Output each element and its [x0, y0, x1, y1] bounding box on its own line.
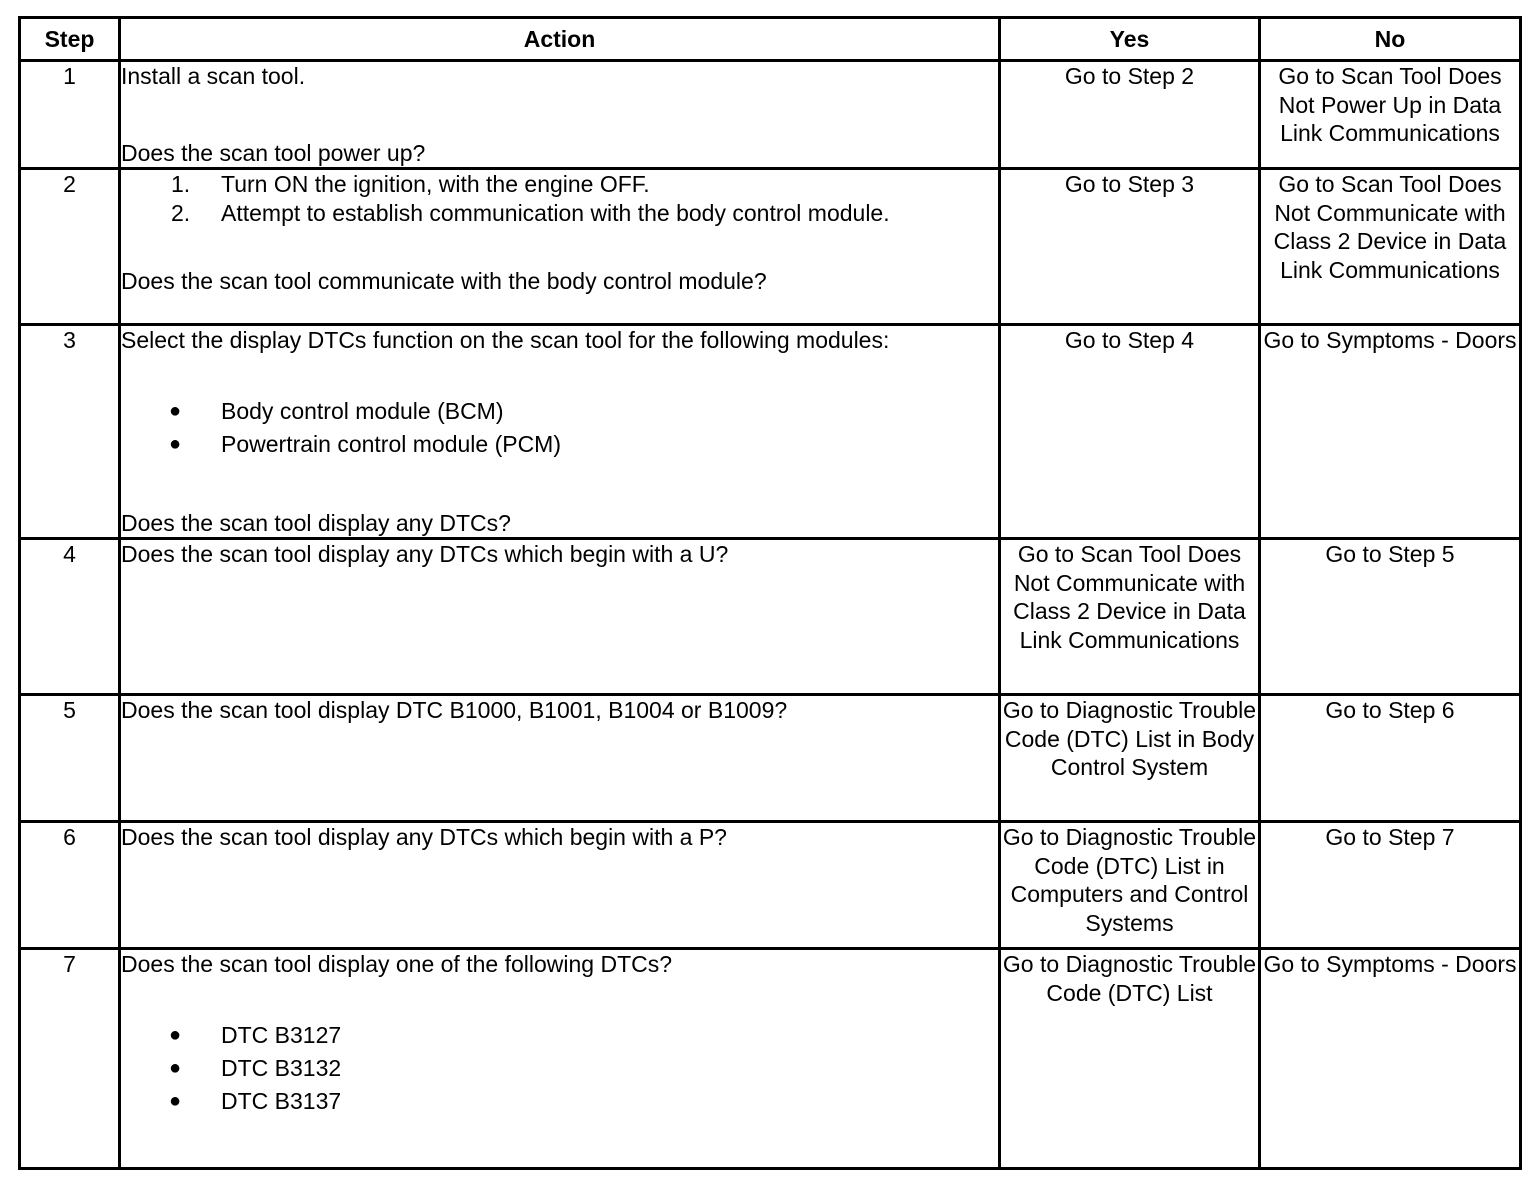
- no-cell: Go to Step 7: [1260, 822, 1521, 949]
- list-item: [121, 199, 998, 228]
- action-cell: [120, 949, 1000, 1169]
- action-question: Does the scan tool display one of the following DTCs?: [121, 951, 673, 977]
- list-item: [121, 170, 998, 199]
- list-item: [121, 1085, 998, 1118]
- step-number: 7: [20, 949, 120, 1169]
- bullet-list: [121, 395, 998, 461]
- action-question: Does the scan tool display any DTCs which begin with a U?: [121, 541, 729, 567]
- list-item: [121, 1052, 998, 1085]
- header-no: No: [1260, 18, 1521, 61]
- action-cell: [120, 61, 1000, 169]
- action-cell: [120, 325, 1000, 539]
- no-cell: Go to Step 6: [1260, 695, 1521, 822]
- header-yes: Yes: [1000, 18, 1260, 61]
- list-item-text: DTC B3127: [221, 1021, 342, 1048]
- bullet-icon: ●: [169, 399, 182, 422]
- step-number: 6: [20, 822, 120, 949]
- diagnostic-table-sheet: [18, 16, 1519, 1169]
- table-row: [20, 169, 1521, 325]
- bullet-icon: ●: [169, 1089, 182, 1112]
- yes-cell: Go to Step 3: [1000, 169, 1260, 325]
- list-item: [121, 428, 998, 461]
- action-question: Does the scan tool display DTC B1000, B1001, B1004 or B1009?: [121, 697, 788, 723]
- table-row: [20, 61, 1521, 169]
- table-row: [20, 822, 1521, 949]
- action-cell: [120, 695, 1000, 822]
- list-item-text: DTC B3132: [221, 1054, 342, 1081]
- header-row: [20, 18, 1521, 61]
- table-row: [20, 539, 1521, 695]
- no-cell: Go to Scan Tool Does Not Power Up in Data Link Communications: [1260, 61, 1521, 169]
- list-item: [121, 1019, 998, 1052]
- step-number: 3: [20, 325, 120, 539]
- action-intro: Select the display DTCs function on the scan tool for the following modules:: [121, 327, 890, 353]
- step-number: 5: [20, 695, 120, 822]
- yes-cell: Go to Scan Tool Does Not Communicate with Class 2 Device in Data Link Communications: [1000, 539, 1260, 695]
- table-row: [20, 325, 1521, 539]
- yes-cell: Go to Diagnostic Trouble Code (DTC) List in Body Control System: [1000, 695, 1260, 822]
- list-marker: 1.: [171, 171, 191, 197]
- yes-cell: Go to Diagnostic Trouble Code (DTC) List: [1000, 949, 1260, 1169]
- yes-cell: Go to Step 2: [1000, 61, 1260, 169]
- table-row: [20, 695, 1521, 822]
- diagnostic-table: [18, 16, 1522, 1170]
- header-action: Action: [120, 18, 1000, 61]
- bullet-icon: ●: [169, 432, 182, 455]
- no-cell: Go to Scan Tool Does Not Communicate with Class 2 Device in Data Link Communications: [1260, 169, 1521, 325]
- list-item-text: Attempt to establish communication with the body control module.: [221, 199, 890, 226]
- action-question: Does the scan tool power up?: [121, 139, 426, 166]
- step-number: 1: [20, 61, 120, 169]
- action-question: Does the scan tool display any DTCs?: [121, 509, 511, 536]
- bullet-icon: ●: [169, 1056, 182, 1079]
- action-cell: [120, 822, 1000, 949]
- bullet-icon: ●: [169, 1023, 182, 1046]
- header-step: Step: [20, 18, 120, 61]
- yes-cell: Go to Diagnostic Trouble Code (DTC) List in Computers and Control Systems: [1000, 822, 1260, 949]
- list-item-text: DTC B3137: [221, 1087, 342, 1114]
- no-cell: Go to Step 5: [1260, 539, 1521, 695]
- list-item-text: Powertrain control module (PCM): [221, 430, 562, 457]
- bullet-list: [121, 1019, 998, 1118]
- action-cell: [120, 169, 1000, 325]
- numbered-list: [121, 170, 998, 227]
- list-marker: 2.: [171, 199, 191, 226]
- list-item: [121, 395, 998, 428]
- list-item-text: Turn ON the ignition, with the engine OFF.: [221, 171, 650, 197]
- list-item-text: Body control module (BCM): [221, 397, 504, 424]
- action-question: Does the scan tool communicate with the body control module?: [121, 268, 767, 294]
- action-question: Does the scan tool display any DTCs which begin with a P?: [121, 824, 727, 850]
- table-row: [20, 949, 1521, 1169]
- yes-cell: Go to Step 4: [1000, 325, 1260, 539]
- step-number: 2: [20, 169, 120, 325]
- no-cell: Go to Symptoms - Doors: [1260, 325, 1521, 539]
- step-number: 4: [20, 539, 120, 695]
- action-cell: [120, 539, 1000, 695]
- action-intro: Install a scan tool.: [121, 63, 306, 89]
- no-cell: Go to Symptoms - Doors: [1260, 949, 1521, 1169]
